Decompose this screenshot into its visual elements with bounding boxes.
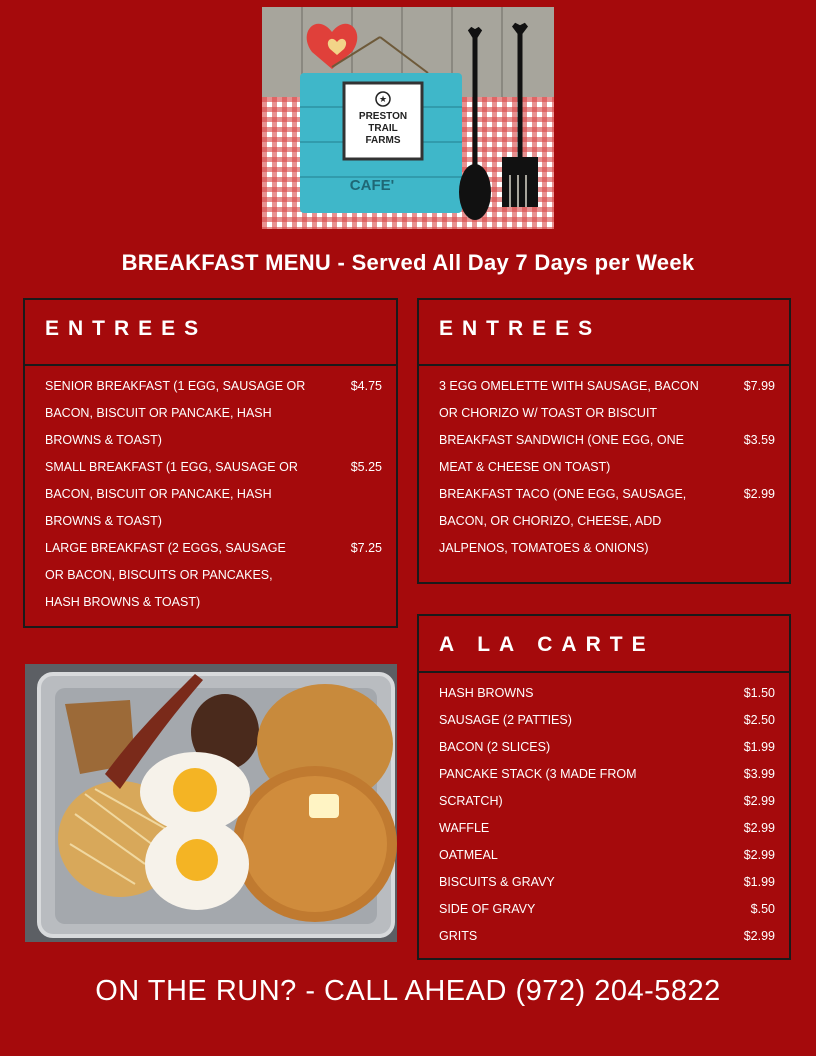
a-la-carte-label: WAFFLE [439, 821, 490, 835]
svg-text:★: ★ [378, 95, 388, 105]
a-la-carte-label: SCRATCH) [439, 794, 503, 808]
a-la-carte-label: HASH BROWNS [439, 686, 534, 700]
menu-title: BREAKFAST MENU - Served All Day 7 Days per Week [121, 250, 695, 275]
entrees-left-panel [23, 298, 398, 628]
a-la-carte-label: SAUSAGE (2 PATTIES) [439, 713, 572, 727]
a-la-carte-label: BISCUITS & GRAVY [439, 875, 555, 889]
entree-description: SENIOR BREAKFAST (1 EGG, SAUSAGE OR [45, 379, 306, 393]
breakfast-plate-illustration [25, 664, 397, 942]
logo-line2: TRAIL [368, 123, 398, 134]
entree-description: BROWNS & TOAST) [45, 433, 162, 447]
a-la-carte-label: PANCAKE STACK (3 MADE FROM [439, 767, 637, 781]
entrees-right-heading: ENTREES [419, 300, 789, 366]
entree-description: HASH BROWNS & TOAST) [45, 595, 201, 609]
entrees-left-heading: ENTREES [25, 300, 396, 366]
entree-description: BACON, OR CHORIZO, CHEESE, ADD [439, 514, 662, 528]
call-ahead-footer: ON THE RUN? - CALL AHEAD (972) 204-5822 [95, 975, 721, 1007]
logo-line3: FARMS [365, 135, 401, 146]
a-la-carte-price: $2.50 [743, 713, 775, 727]
entree-description: BACON, BISCUIT OR PANCAKE, HASH [45, 406, 272, 420]
entree-price: $4.75 [350, 379, 382, 393]
cafe-logo-image [262, 7, 554, 229]
entree-description: OR BACON, BISCUITS OR PANCAKES, [45, 568, 273, 582]
entree-description: JALPENOS, TOMATOES & ONIONS) [439, 541, 649, 555]
entree-description: OR CHORIZO W/ TOAST OR BISCUIT [439, 406, 658, 420]
entree-price: $3.59 [743, 433, 775, 447]
entree-description: BREAKFAST TACO (ONE EGG, SAUSAGE, [439, 487, 687, 501]
a-la-carte-panel [417, 614, 791, 960]
logo-illustration [262, 7, 554, 229]
a-la-carte-price: $2.99 [743, 848, 775, 862]
a-la-carte-price: $2.99 [743, 929, 775, 943]
a-la-carte-price: $1.50 [743, 686, 775, 700]
breakfast-plate-photo [25, 664, 397, 942]
entree-description: BREAKFAST SANDWICH (ONE EGG, ONE [439, 433, 684, 447]
a-la-carte-price: $.50 [750, 902, 775, 916]
entree-price: $7.99 [743, 379, 775, 393]
a-la-carte-label: GRITS [439, 929, 478, 943]
a-la-carte-price: $1.99 [743, 875, 775, 889]
logo-line1: PRESTON [358, 111, 408, 122]
entrees-right-panel [417, 298, 791, 584]
entree-price: $2.99 [743, 487, 775, 501]
logo-cafe: CAFE' [349, 177, 395, 194]
entree-description: 3 EGG OMELETTE WITH SAUSAGE, BACON [439, 379, 699, 393]
entree-price: $7.25 [350, 541, 382, 555]
a-la-carte-price: $2.99 [743, 821, 775, 835]
entree-description: BACON, BISCUIT OR PANCAKE, HASH [45, 487, 272, 501]
a-la-carte-price: $3.99 [743, 767, 775, 781]
entree-description: SMALL BREAKFAST (1 EGG, SAUSAGE OR [45, 460, 298, 474]
a-la-carte-heading: A LA CARTE [419, 616, 789, 673]
a-la-carte-label: SIDE OF GRAVY [439, 902, 536, 916]
entree-description: MEAT & CHEESE ON TOAST) [439, 460, 611, 474]
entree-description: BROWNS & TOAST) [45, 514, 162, 528]
a-la-carte-label: OATMEAL [439, 848, 498, 862]
a-la-carte-price: $1.99 [743, 740, 775, 754]
entree-price: $5.25 [350, 460, 382, 474]
a-la-carte-label: BACON (2 SLICES) [439, 740, 551, 754]
a-la-carte-price: $2.99 [743, 794, 775, 808]
entree-description: LARGE BREAKFAST (2 EGGS, SAUSAGE [45, 541, 286, 555]
